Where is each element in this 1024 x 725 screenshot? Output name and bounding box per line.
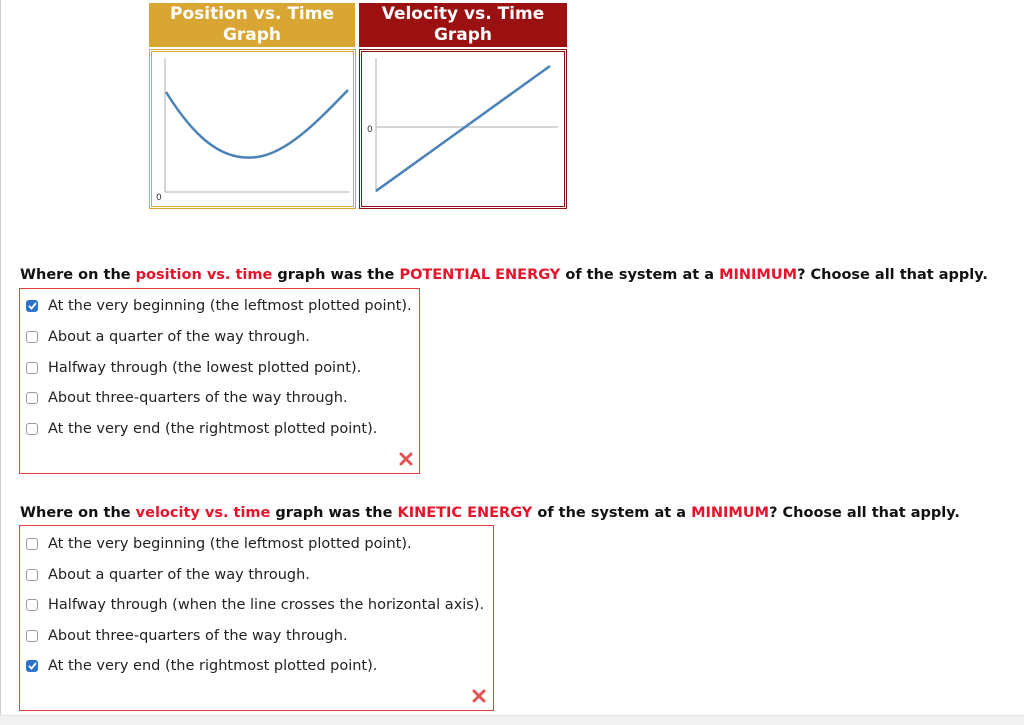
x-icon xyxy=(472,689,486,703)
q1-option-4-checkbox[interactable] xyxy=(26,392,38,404)
q1-option-1[interactable] xyxy=(26,296,412,316)
velocity-graph-title-line1: Velocity vs. Time xyxy=(381,4,545,24)
q1-option-3-label: Halfway through (the lowest plotted point). xyxy=(48,360,362,376)
q1-option-1-checkbox[interactable] xyxy=(26,300,38,312)
q2-highlight-minimum: MINIMUM xyxy=(691,505,770,521)
q2-text-a: Where on the xyxy=(20,505,136,521)
q2-text-d: ? Choose all that apply. xyxy=(769,505,960,521)
q2-option-4-label: About three-quarters of the way through. xyxy=(48,628,348,644)
page-left-border xyxy=(0,0,1,724)
q2-option-1-label: At the very beginning (the leftmost plotted point). xyxy=(48,536,412,552)
q1-option-5-label: At the very end (the rightmost plotted point). xyxy=(48,421,378,437)
q2-option-5-label: At the very end (the rightmost plotted point). xyxy=(48,658,378,674)
q1-option-1-label: At the very beginning (the leftmost plotted point). xyxy=(48,298,412,314)
q1-text-b: graph was the xyxy=(272,267,400,283)
q2-option-1-checkbox[interactable] xyxy=(26,538,38,550)
question-2-prompt xyxy=(20,505,960,521)
q2-option-2-checkbox[interactable] xyxy=(26,569,38,581)
q1-option-5[interactable] xyxy=(26,419,377,439)
q1-option-2-checkbox[interactable] xyxy=(26,331,38,343)
q2-text-b: graph was the xyxy=(270,505,398,521)
q2-option-3-label: Halfway through (when the line crosses the horizontal axis). xyxy=(48,597,485,613)
q2-option-4-checkbox[interactable] xyxy=(26,630,38,642)
q2-option-1[interactable] xyxy=(26,534,412,554)
position-graph xyxy=(149,49,356,209)
x-icon xyxy=(399,452,413,466)
q2-option-3[interactable] xyxy=(26,595,484,615)
q2-option-2[interactable] xyxy=(26,565,310,585)
q2-option-4[interactable] xyxy=(26,626,348,646)
velocity-graph-plot xyxy=(362,52,564,206)
q2-text-c: of the system at a xyxy=(532,505,692,521)
q1-option-4[interactable] xyxy=(26,388,348,408)
q1-option-4-label: About three-quarters of the way through. xyxy=(48,390,348,406)
checkmark-icon xyxy=(28,302,37,310)
checkmark-icon xyxy=(28,662,37,670)
q1-option-2-label: About a quarter of the way through. xyxy=(48,329,310,345)
q1-option-3[interactable] xyxy=(26,358,361,378)
position-graph-title-line2: Graph xyxy=(222,25,282,45)
velocity-graph-header xyxy=(359,3,567,47)
q2-option-2-label: About a quarter of the way through. xyxy=(48,567,310,583)
q1-highlight-energy: POTENTIAL ENERGY xyxy=(399,267,561,283)
q1-text-c: of the system at a xyxy=(560,267,720,283)
velocity-graph-title-line2: Graph xyxy=(433,25,493,45)
velocity-origin-label: 0 xyxy=(367,125,373,135)
q1-option-3-checkbox[interactable] xyxy=(26,362,38,374)
q1-highlight-graph: position vs. time xyxy=(135,267,273,283)
position-graph-title-line1: Position vs. Time xyxy=(170,4,334,24)
position-graph-plot xyxy=(152,52,353,206)
q1-option-5-checkbox[interactable] xyxy=(26,423,38,435)
velocity-graph xyxy=(359,49,567,209)
q1-highlight-minimum: MINIMUM xyxy=(719,267,798,283)
q1-option-2[interactable] xyxy=(26,327,310,347)
position-origin-label: 0 xyxy=(156,193,162,203)
question-1-prompt xyxy=(20,267,988,283)
q2-option-5[interactable] xyxy=(26,656,377,676)
q2-highlight-energy: KINETIC ENERGY xyxy=(397,505,533,521)
q1-text-a: Where on the xyxy=(20,267,136,283)
q1-text-d: ? Choose all that apply. xyxy=(797,267,988,283)
position-graph-header xyxy=(149,3,355,47)
q2-highlight-graph: velocity vs. time xyxy=(135,505,271,521)
velocity-line xyxy=(376,66,550,191)
q2-option-5-checkbox[interactable] xyxy=(26,660,38,672)
q2-option-3-checkbox[interactable] xyxy=(26,599,38,611)
position-curve xyxy=(166,90,348,158)
